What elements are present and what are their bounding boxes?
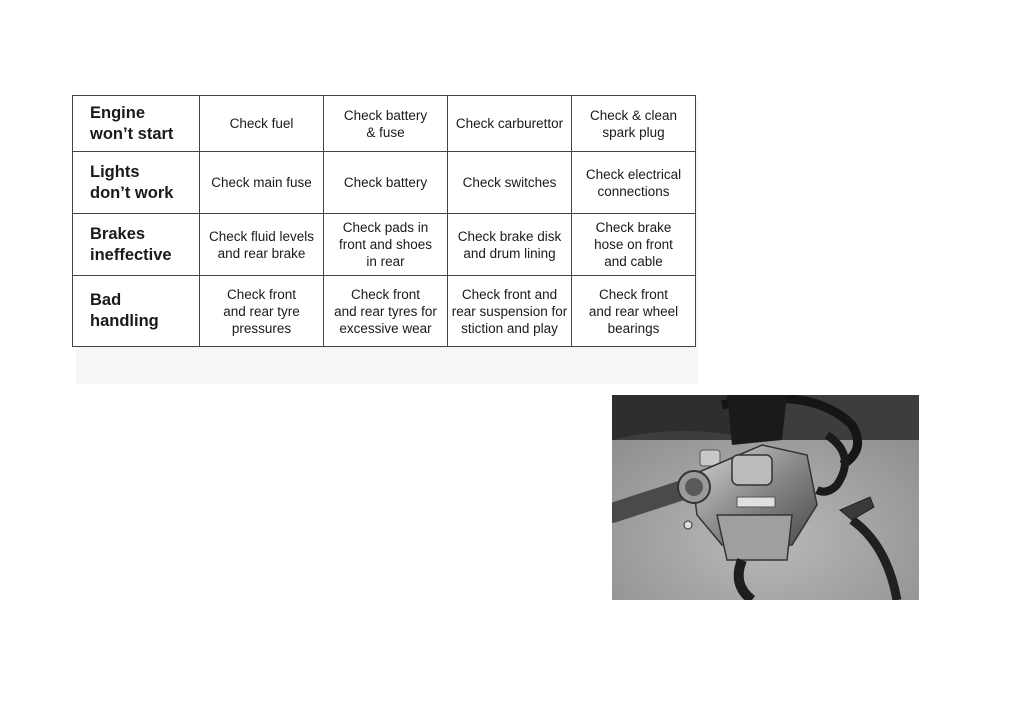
check-cell: Check front and rear tyre pressures [200, 276, 324, 347]
check-cell: Check fuel [200, 96, 324, 152]
check-cell: Check switches [448, 152, 572, 214]
check-cell: Check front and rear wheel bearings [572, 276, 696, 347]
table-row [73, 96, 696, 152]
check-cell: Check front and rear tyres for excessive wear [324, 276, 448, 347]
problem-cell: Lights don’t work [73, 152, 200, 214]
check-cell: Check brake hose on front and cable [572, 214, 696, 276]
check-cell: Check front and rear suspension for stiction and play [448, 276, 572, 347]
problem-cell: Engine won’t start [73, 96, 200, 152]
check-cell: Check electrical connections [572, 152, 696, 214]
check-cell: Check fluid levels and rear brake [200, 214, 324, 276]
check-cell: Check & clean spark plug [572, 96, 696, 152]
problem-cell: Brakes ineffective [73, 214, 200, 276]
problem-cell: Bad handling [73, 276, 200, 347]
check-cell: Check carburettor [448, 96, 572, 152]
check-cell: Check pads in front and shoes in rear [324, 214, 448, 276]
carburettor-photo [612, 395, 919, 600]
troubleshooting-table [72, 95, 696, 347]
table-row [73, 214, 696, 276]
table-row [73, 152, 696, 214]
check-cell: Check battery [324, 152, 448, 214]
check-cell: Check main fuse [200, 152, 324, 214]
check-cell: Check brake disk and drum lining [448, 214, 572, 276]
table-row [73, 276, 696, 347]
check-cell: Check battery & fuse [324, 96, 448, 152]
